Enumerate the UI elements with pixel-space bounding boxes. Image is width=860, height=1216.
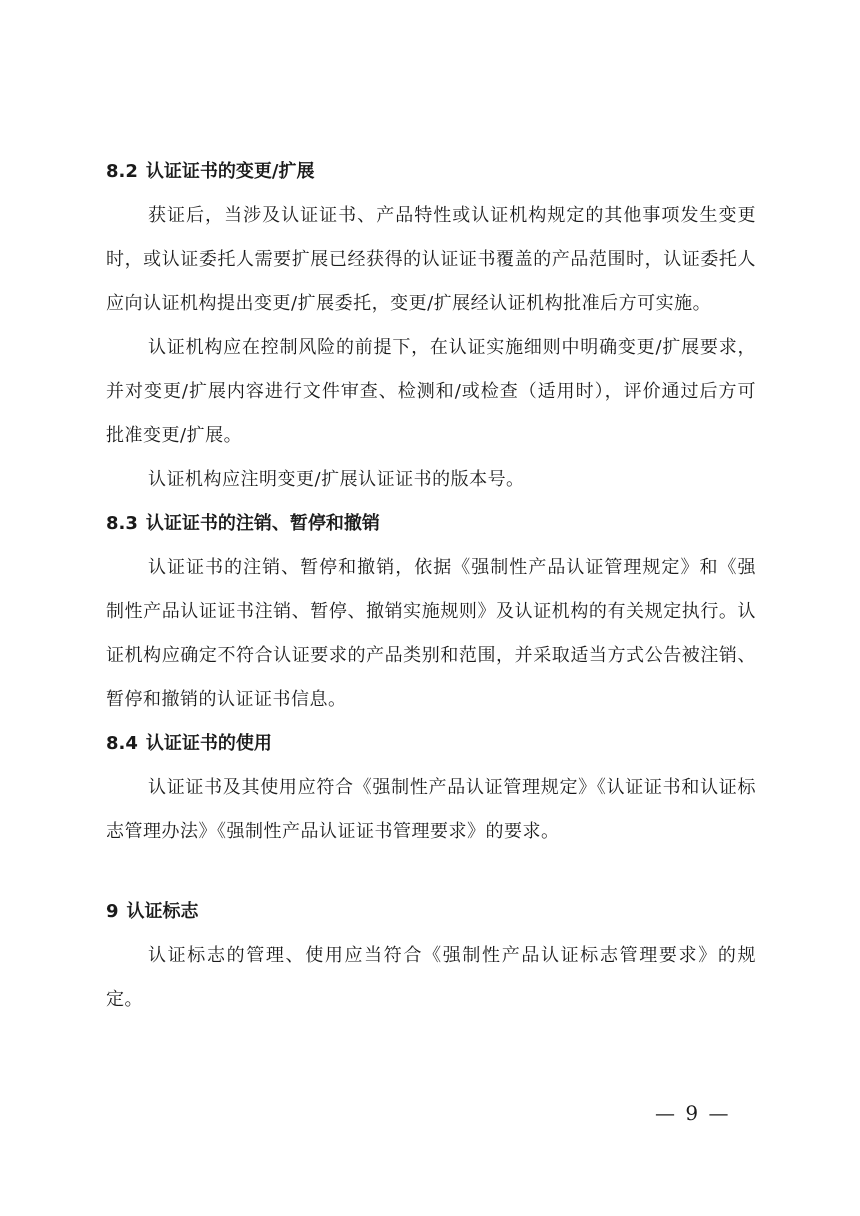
- section-title: 认证证书的使用: [145, 733, 272, 754]
- paragraph: 认证证书的注销、暂停和撤销，依据《强制性产品认证管理规定》和《强制性产品认证证书注销、暂停、撤销实施规则》及认证机构的有关规定执行。认证机构应确定不符合认证要求的产品类别和范围，并采取适当方式公告被注销、暂停和撤销的认证证书信息。: [106, 557, 756, 710]
- section-number: 9: [106, 901, 119, 922]
- section-number: 8.3: [106, 513, 138, 534]
- section-heading-9: [106, 890, 756, 934]
- paragraph: 认证机构应注明变更/扩展认证证书的版本号。: [148, 469, 525, 490]
- section-heading-8-4: [106, 722, 756, 766]
- document-body: [106, 150, 756, 1022]
- section-title: 认证证书的注销、暂停和撤销: [145, 513, 380, 534]
- section-title: 认证证书的变更/扩展: [145, 161, 315, 182]
- section-heading-8-3: [106, 502, 756, 546]
- paragraph: 认证标志的管理、使用应当符合《强制性产品认证标志管理要求》的规定。: [106, 945, 756, 1010]
- section-title: 认证标志: [126, 901, 199, 922]
- paragraph: 认证机构应在控制风险的前提下，在认证实施细则中明确变更/扩展要求，并对变更/扩展内容进行文件审查、检测和/或检查（适用时），评价通过后方可批准变更/扩展。: [106, 337, 756, 446]
- section-heading-8-2: [106, 150, 756, 194]
- page-number: — 9 —: [655, 1101, 731, 1125]
- paragraph: 获证后，当涉及认证证书、产品特性或认证机构规定的其他事项发生变更时，或认证委托人需要扩展已经获得的认证证书覆盖的产品范围时，认证委托人应向认证机构提出变更/扩展委托，变更/扩展经认证机构批准后方可实施。: [106, 205, 756, 314]
- paragraph: 认证证书及其使用应符合《强制性产品认证管理规定》《认证证书和认证标志管理办法》《强制性产品认证证书管理要求》的要求。: [106, 777, 756, 842]
- section-number: 8.2: [106, 161, 138, 182]
- section-spacer: [106, 854, 756, 890]
- section-number: 8.4: [106, 733, 138, 754]
